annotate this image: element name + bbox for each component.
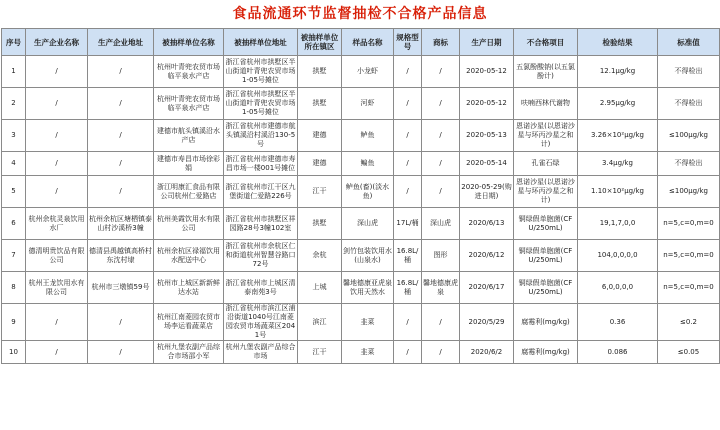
table-cell: 6: [2, 208, 26, 240]
table-cell: 2020/6/12: [460, 240, 514, 272]
table-cell: 16.8L/桶: [394, 272, 422, 304]
table-cell: 9: [2, 304, 26, 341]
table-cell: /: [88, 176, 154, 208]
header-row: [2, 29, 720, 56]
table-row: [2, 240, 720, 272]
table-cell: 杭州余杭灵泉饮用水厂: [26, 208, 88, 240]
table-cell: ≤100μg/kg: [658, 120, 720, 152]
table-cell: ≤100μg/kg: [658, 176, 720, 208]
table-cell: 浙江省杭州市江干区九堡街道仁爱路226号: [224, 176, 298, 208]
table-cell: 杭州市上城区新新鲜达水站: [154, 272, 224, 304]
table-cell: /: [394, 120, 422, 152]
table-cell: 2020-05-29(购进日期): [460, 176, 514, 208]
table-cell: 0.36: [578, 304, 658, 341]
table-cell: 深山虎: [342, 208, 394, 240]
table-cell: 2020-05-14: [460, 152, 514, 176]
table-cell: /: [26, 120, 88, 152]
table-cell: /: [394, 152, 422, 176]
table-cell: 3.26×10²μg/kg: [578, 120, 658, 152]
table-cell: 杭州江南菱园农贸市场李运看蔬菜店: [154, 304, 224, 341]
table-cell: /: [26, 152, 88, 176]
table-cell: 2020/6/2: [460, 341, 514, 364]
table-cell: /: [422, 341, 460, 364]
table-cell: 剑竹包装饮用水(山泉水): [342, 240, 394, 272]
table-cell: ≤0.2: [658, 304, 720, 341]
table-cell: 杭州市三墩镇59号: [88, 272, 154, 304]
table-row: [2, 120, 720, 152]
table-cell: n=5,c=0,m=0: [658, 272, 720, 304]
table-cell: 2020-05-13: [460, 120, 514, 152]
table-cell: 鲈鱼: [342, 120, 394, 152]
column-header: 被抽样单位地址: [224, 29, 298, 56]
column-header: 生产日期: [460, 29, 514, 56]
table-cell: 浙江省杭州市拱墅区祥园路28号3幢102室: [224, 208, 298, 240]
table-cell: 杭州九堡农副产品综合市场: [224, 341, 298, 364]
column-header: 标准值: [658, 29, 720, 56]
table-cell: 滨江: [298, 304, 342, 341]
table-cell: n=5,c=0,m=0: [658, 240, 720, 272]
table-row: [2, 304, 720, 341]
table-cell: /: [422, 176, 460, 208]
table-cell: 2020-05-12: [460, 88, 514, 120]
table-cell: /: [394, 176, 422, 208]
column-header: 序号: [2, 29, 26, 56]
table-cell: 图形: [422, 240, 460, 272]
table-cell: 浙江省杭州市拱墅区半山街道叶青兜农贸市场1-05号摊位: [224, 88, 298, 120]
table-cell: 拱墅: [298, 88, 342, 120]
table-cell: /: [88, 152, 154, 176]
table-cell: 德清县禹越镇高桥村东沈村埭: [88, 240, 154, 272]
table-cell: 馨地德康虎泉: [422, 272, 460, 304]
table-cell: 铜绿假单胞菌(CFU/250mL): [514, 240, 578, 272]
table-cell: /: [88, 120, 154, 152]
table-cell: 浙江明康汇食品有限公司杭州仁爱路店: [154, 176, 224, 208]
table-cell: 2.95μg/kg: [578, 88, 658, 120]
table-cell: ≤0.05: [658, 341, 720, 364]
table-cell: 建德市航头镇溪沿水产店: [154, 120, 224, 152]
table-cell: 杭州叶青兜农贸市场临平泉水产店: [154, 88, 224, 120]
table-row: [2, 88, 720, 120]
table-cell: 鳊鱼: [342, 152, 394, 176]
table-cell: 2: [2, 88, 26, 120]
table-cell: /: [422, 152, 460, 176]
table-cell: 19,1,7,0,0: [578, 208, 658, 240]
table-cell: n=5,c=0,m=0: [658, 208, 720, 240]
column-header: 规格型号: [394, 29, 422, 56]
table-cell: 铜绿假单胞菌(CFU/250mL): [514, 272, 578, 304]
table-cell: 0.086: [578, 341, 658, 364]
column-header: 生产企业名称: [26, 29, 88, 56]
table-row: [2, 208, 720, 240]
table-cell: 小龙虾: [342, 56, 394, 88]
table-cell: 拱墅: [298, 56, 342, 88]
table-cell: 韭菜: [342, 341, 394, 364]
table-cell: 孔雀石绿: [514, 152, 578, 176]
results-table: [1, 28, 720, 364]
table-cell: 17L/桶: [394, 208, 422, 240]
table-cell: 上城: [298, 272, 342, 304]
table-cell: /: [88, 56, 154, 88]
table-cell: 五氯酚酸钠(以五氯酚计): [514, 56, 578, 88]
table-cell: 恩诺沙星(以恩诺沙星与环丙沙星之和计): [514, 176, 578, 208]
column-header: 样品名称: [342, 29, 394, 56]
table-cell: 2020/6/13: [460, 208, 514, 240]
table-cell: 馨地德康亚虎泉饮用天然水: [342, 272, 394, 304]
table-cell: /: [394, 56, 422, 88]
table-cell: 杭州余杭区塘栖镇泰山村沙溪桥3幢: [88, 208, 154, 240]
table-cell: 建德: [298, 120, 342, 152]
table-cell: 不得检出: [658, 88, 720, 120]
table-cell: 江干: [298, 176, 342, 208]
table-cell: 鲈鱼(畜)(淡水鱼): [342, 176, 394, 208]
table-cell: 10: [2, 341, 26, 364]
table-cell: 1: [2, 56, 26, 88]
table-row: [2, 56, 720, 88]
table-cell: 腐霉利(mg/kg): [514, 341, 578, 364]
table-cell: 恩诺沙星(以恩诺沙星与环丙沙星之和计): [514, 120, 578, 152]
table-cell: /: [88, 304, 154, 341]
column-header: 商标: [422, 29, 460, 56]
table-cell: /: [26, 176, 88, 208]
table-cell: /: [394, 304, 422, 341]
table-cell: 杭州美霞饮用水有限公司: [154, 208, 224, 240]
table-cell: 腐霉利(mg/kg): [514, 304, 578, 341]
table-cell: 余杭: [298, 240, 342, 272]
column-header: 生产企业地址: [88, 29, 154, 56]
table-cell: 不得检出: [658, 152, 720, 176]
table-cell: 2020/6/17: [460, 272, 514, 304]
table-row: [2, 176, 720, 208]
table-cell: 建德市寿昌市场徐彩娟: [154, 152, 224, 176]
table-cell: 不得检出: [658, 56, 720, 88]
table-cell: 杭州叶青兜农贸市场临平泉水产店: [154, 56, 224, 88]
table-cell: 2020/5/29: [460, 304, 514, 341]
table-cell: 拱墅: [298, 208, 342, 240]
table-cell: /: [26, 56, 88, 88]
table-cell: 铜绿假单胞菌(CFU/250mL): [514, 208, 578, 240]
table-cell: 3: [2, 120, 26, 152]
table-cell: 4: [2, 152, 26, 176]
page-title: 食品流通环节监督抽检不合格产品信息: [232, 6, 488, 22]
table-cell: 8: [2, 272, 26, 304]
column-header: 不合格项目: [514, 29, 578, 56]
table-cell: /: [88, 88, 154, 120]
table-cell: 江干: [298, 341, 342, 364]
table-cell: 杭州九堡农副产品综合市场邵小军: [154, 341, 224, 364]
table-cell: 浙江省杭州市拱墅区半山街道叶青兜农贸市场1-05号摊位: [224, 56, 298, 88]
table-cell: 呋喃西林代谢物: [514, 88, 578, 120]
table-cell: /: [422, 88, 460, 120]
column-header: 检验结果: [578, 29, 658, 56]
table-cell: /: [26, 341, 88, 364]
table-cell: 建德: [298, 152, 342, 176]
table-cell: 2020-05-12: [460, 56, 514, 88]
table-cell: 6,0,0,0,0: [578, 272, 658, 304]
table-cell: /: [26, 88, 88, 120]
table-cell: /: [422, 304, 460, 341]
table-cell: /: [26, 304, 88, 341]
table-cell: 杭州余杭区禄福饮用水配送中心: [154, 240, 224, 272]
table-cell: 1.10×10²μg/kg: [578, 176, 658, 208]
table-cell: 浙江省杭州市余杭区仁和街道杭州智慧谷路口72号: [224, 240, 298, 272]
column-header: 被抽样单位名称: [154, 29, 224, 56]
table-cell: 12.1μg/kg: [578, 56, 658, 88]
table-cell: 104,0,0,0,0: [578, 240, 658, 272]
table-row: [2, 341, 720, 364]
table-cell: /: [88, 341, 154, 364]
table-cell: 河虾: [342, 88, 394, 120]
column-header: 被抽样单位所在镇区: [298, 29, 342, 56]
table-cell: 德清明贵饮品有限公司: [26, 240, 88, 272]
table-cell: 16.8L/桶: [394, 240, 422, 272]
table-row: [2, 272, 720, 304]
table-cell: 浙江省杭州市建德市寿昌市场一楼001号摊位: [224, 152, 298, 176]
table-cell: 深山虎: [422, 208, 460, 240]
table-cell: 7: [2, 240, 26, 272]
table-cell: /: [422, 56, 460, 88]
table-cell: 浙江省杭州市滨江区浦沿街道1040号江南菱园农贸市场蔬菜区2041号: [225, 304, 296, 339]
table-cell: 3.4μg/kg: [578, 152, 658, 176]
table-cell: 5: [2, 176, 26, 208]
table-cell: 浙江省杭州市上城区清泰南苑3号: [224, 272, 298, 304]
table-cell: 浙江省杭州市建德市航头镇溪沿村溪沿130-5号: [224, 120, 298, 152]
table-cell: /: [394, 341, 422, 364]
table-cell: 杭州王龙饮用水有限公司: [26, 272, 88, 304]
table-cell: /: [422, 120, 460, 152]
table-cell: /: [394, 88, 422, 120]
table-cell: 韭菜: [342, 304, 394, 341]
table-row: [2, 152, 720, 176]
